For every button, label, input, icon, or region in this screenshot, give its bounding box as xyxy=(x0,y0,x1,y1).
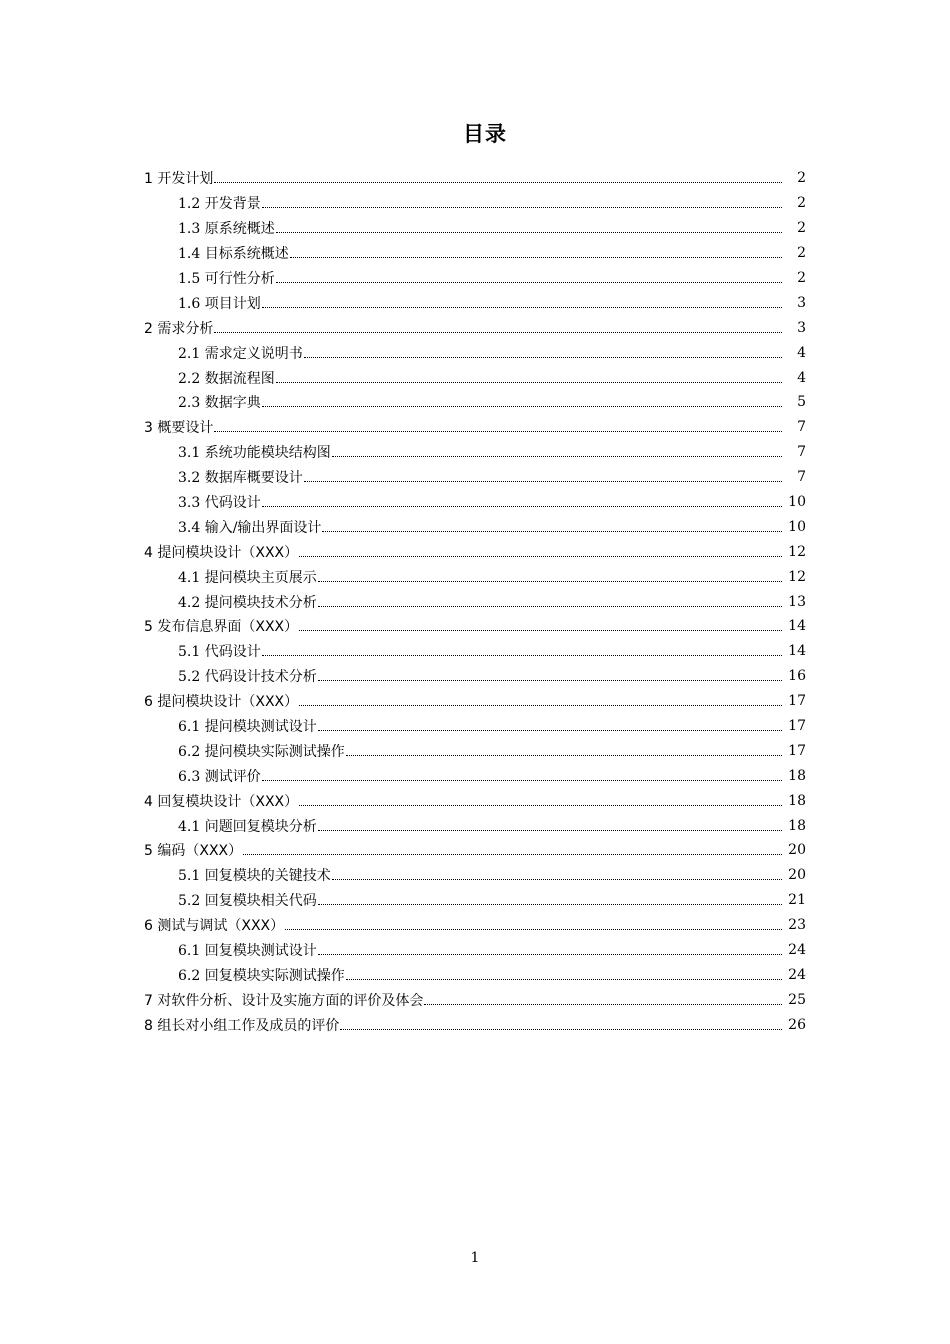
dot-leader xyxy=(262,395,782,409)
toc-section-entry[interactable] xyxy=(0,241,950,266)
toc-entry-page-number: 14 xyxy=(788,618,806,635)
toc-entry-page-number: 18 xyxy=(788,767,806,784)
toc-entry-page-number: 20 xyxy=(788,842,806,859)
toc-entry-title: 4 提问模块设计（XXX） xyxy=(144,544,299,561)
toc-entry-page-number: 18 xyxy=(788,792,806,809)
dot-leader xyxy=(299,545,782,559)
toc-entry-page-number: 18 xyxy=(788,817,806,834)
toc-entry-title: 1.3 原系统概述 xyxy=(178,221,275,238)
toc-entry-page-number: 7 xyxy=(797,419,806,436)
toc-entry-title: 4 回复模块设计（XXX） xyxy=(144,793,299,810)
toc-section-entry[interactable] xyxy=(0,191,950,216)
toc-entry-title: 6.1 回复模块测试设计 xyxy=(178,943,317,960)
dot-leader xyxy=(214,171,782,185)
toc-entry-page-number: 2 xyxy=(797,170,806,187)
toc-entry-page-number: 20 xyxy=(788,867,806,884)
dot-leader xyxy=(332,868,782,882)
toc-entry-page-number: 26 xyxy=(788,1016,806,1033)
toc-entry-page-number: 23 xyxy=(788,917,806,934)
toc-entry-title: 3.1 系统功能模块结构图 xyxy=(178,445,331,462)
toc-chapter-entry[interactable] xyxy=(0,614,950,639)
toc-entry-title: 5 编码（XXX） xyxy=(144,843,243,860)
toc-entry-title: 6.1 提问模块测试设计 xyxy=(178,719,317,736)
toc-entry-page-number: 4 xyxy=(797,369,806,386)
toc-section-entry[interactable] xyxy=(0,490,950,515)
toc-entry-title: 4.1 提问模块主页展示 xyxy=(178,569,317,586)
toc-entry-page-number: 17 xyxy=(788,718,806,735)
toc-entry-page-number: 17 xyxy=(788,742,806,759)
toc-chapter-entry[interactable] xyxy=(0,166,950,191)
toc-entry-title: 2.1 需求定义说明书 xyxy=(178,345,303,362)
dot-leader xyxy=(214,321,782,335)
toc-entry-title: 1.5 可行性分析 xyxy=(178,271,275,287)
toc-entry-title: 2.3 数据字典 xyxy=(178,395,261,412)
toc-entry-title: 3 概要设计 xyxy=(144,420,214,437)
toc-entry-title: 6.3 测试评价 xyxy=(178,768,261,785)
toc-entry-page-number: 13 xyxy=(788,593,806,610)
toc-entry-title: 4.2 提问模块技术分析 xyxy=(178,594,317,611)
toc-section-entry[interactable] xyxy=(0,564,950,589)
toc-section-entry[interactable] xyxy=(0,290,950,315)
toc-entry-title: 7 对软件分析、设计及实施方面的评价及体会 xyxy=(144,992,424,1009)
toc-entry-page-number: 25 xyxy=(788,991,806,1008)
dot-leader xyxy=(304,346,782,360)
toc-chapter-entry[interactable] xyxy=(0,539,950,564)
toc-section-entry[interactable] xyxy=(0,639,950,664)
dot-leader xyxy=(290,246,782,260)
dot-leader xyxy=(262,495,782,509)
toc-entry-title: 5 发布信息界面（XXX） xyxy=(144,619,299,636)
dot-leader xyxy=(318,669,782,683)
toc-section-entry[interactable] xyxy=(0,465,950,490)
toc-entry-page-number: 2 xyxy=(797,220,806,237)
toc-section-entry[interactable] xyxy=(0,963,950,988)
toc-entry-page-number: 7 xyxy=(797,444,806,461)
toc-section-entry[interactable] xyxy=(0,738,950,763)
toc-entry-title: 1.2 开发背景 xyxy=(178,196,261,213)
toc-entry-page-number: 21 xyxy=(788,892,806,909)
toc-section-entry[interactable] xyxy=(0,664,950,689)
toc-entry-title: 6.2 回复模块实际测试操作 xyxy=(178,967,345,984)
dot-leader xyxy=(276,221,782,235)
toc-chapter-entry[interactable] xyxy=(0,913,950,938)
dot-leader xyxy=(318,595,782,609)
toc-chapter-entry[interactable] xyxy=(0,689,950,714)
dot-leader xyxy=(276,371,782,385)
toc-entry-title: 1.4 目标系统概述 xyxy=(178,246,289,263)
dot-leader xyxy=(318,570,782,584)
toc-entry-title: 2.2 数据流程图 xyxy=(178,370,275,387)
toc-entry-title: 4.1 问题回复模块分析 xyxy=(178,818,317,835)
dot-leader xyxy=(214,420,782,434)
dot-leader xyxy=(262,769,782,783)
toc-chapter-entry[interactable] xyxy=(0,315,950,340)
page-number: 1 xyxy=(470,1250,480,1266)
toc-entry-title: 2 需求分析 xyxy=(144,320,214,337)
table-of-contents xyxy=(0,166,950,1037)
dot-leader xyxy=(299,619,782,633)
dot-leader xyxy=(276,271,782,285)
toc-chapter-entry[interactable] xyxy=(0,788,950,813)
toc-entry-title: 6.2 提问模块实际测试操作 xyxy=(178,743,345,760)
toc-entry-title: 3.4 输入/输出界面设计 xyxy=(178,519,322,536)
toc-chapter-entry[interactable] xyxy=(0,838,950,863)
toc-section-entry[interactable] xyxy=(0,813,950,838)
dot-leader xyxy=(318,893,782,907)
dot-leader xyxy=(318,719,782,733)
toc-chapter-entry[interactable] xyxy=(0,415,950,440)
toc-chapter-entry[interactable] xyxy=(0,1012,950,1037)
toc-title: 目录 xyxy=(463,122,507,146)
dot-leader xyxy=(243,843,782,857)
toc-entry-title: 5.1 代码设计 xyxy=(178,644,261,661)
toc-entry-page-number: 5 xyxy=(797,394,806,411)
toc-section-entry[interactable] xyxy=(0,888,950,913)
toc-chapter-entry[interactable] xyxy=(0,987,950,1012)
dot-leader xyxy=(424,993,782,1007)
toc-entry-title: 8 组长对小组工作及成员的评价 xyxy=(144,1017,340,1034)
dot-leader xyxy=(346,968,782,982)
toc-entry-title: 6 测试与调试（XXX） xyxy=(144,918,285,935)
toc-entry-page-number: 10 xyxy=(788,518,806,535)
dot-leader xyxy=(304,470,782,484)
dot-leader xyxy=(318,943,782,957)
toc-entry-page-number: 17 xyxy=(788,693,806,710)
toc-entry-page-number: 7 xyxy=(797,469,806,486)
toc-section-entry[interactable] xyxy=(0,440,950,465)
toc-section-entry[interactable] xyxy=(0,589,950,614)
toc-entry-page-number: 3 xyxy=(797,319,806,336)
dot-leader xyxy=(262,296,782,310)
toc-section-entry[interactable] xyxy=(0,390,950,415)
toc-entry-page-number: 4 xyxy=(797,344,806,361)
toc-section-entry[interactable] xyxy=(0,714,950,739)
dot-leader xyxy=(299,794,782,808)
dot-leader xyxy=(262,644,782,658)
toc-entry-page-number: 24 xyxy=(788,942,806,959)
dot-leader xyxy=(332,445,782,459)
toc-entry-title: 5.1 回复模块的关键技术 xyxy=(178,868,331,885)
toc-entry-page-number: 2 xyxy=(797,270,806,286)
toc-section-entry[interactable] xyxy=(0,340,950,365)
toc-entry-title: 5.2 代码设计技术分析 xyxy=(178,669,317,686)
dot-leader xyxy=(285,918,782,932)
toc-section-entry[interactable] xyxy=(0,938,950,963)
toc-section-entry[interactable] xyxy=(0,216,950,241)
dot-leader xyxy=(346,744,782,758)
dot-leader xyxy=(318,819,782,833)
dot-leader xyxy=(322,520,782,534)
toc-entry-page-number: 2 xyxy=(797,195,806,212)
toc-entry-page-number: 2 xyxy=(797,245,806,262)
toc-section-entry[interactable] xyxy=(0,365,950,390)
toc-entry-title: 1.6 项目计划 xyxy=(178,295,261,312)
toc-entry-page-number: 10 xyxy=(788,494,806,511)
toc-section-entry[interactable] xyxy=(0,266,950,291)
toc-entry-page-number: 16 xyxy=(788,668,806,685)
toc-section-entry[interactable] xyxy=(0,763,950,788)
toc-section-entry[interactable] xyxy=(0,863,950,888)
toc-section-entry[interactable] xyxy=(0,514,950,539)
toc-entry-page-number: 12 xyxy=(788,568,806,585)
toc-entry-page-number: 3 xyxy=(797,294,806,311)
toc-entry-title: 6 提问模块设计（XXX） xyxy=(144,694,299,711)
dot-leader xyxy=(340,1018,782,1032)
dot-leader xyxy=(262,196,782,210)
toc-entry-title: 1 开发计划 xyxy=(144,171,214,188)
toc-entry-page-number: 24 xyxy=(788,966,806,983)
toc-entry-page-number: 14 xyxy=(788,643,806,660)
toc-entry-title: 5.2 回复模块相关代码 xyxy=(178,893,317,910)
toc-entry-title: 3.3 代码设计 xyxy=(178,495,261,512)
toc-entry-page-number: 12 xyxy=(788,543,806,560)
dot-leader xyxy=(299,694,782,708)
toc-entry-title: 3.2 数据库概要设计 xyxy=(178,470,303,487)
